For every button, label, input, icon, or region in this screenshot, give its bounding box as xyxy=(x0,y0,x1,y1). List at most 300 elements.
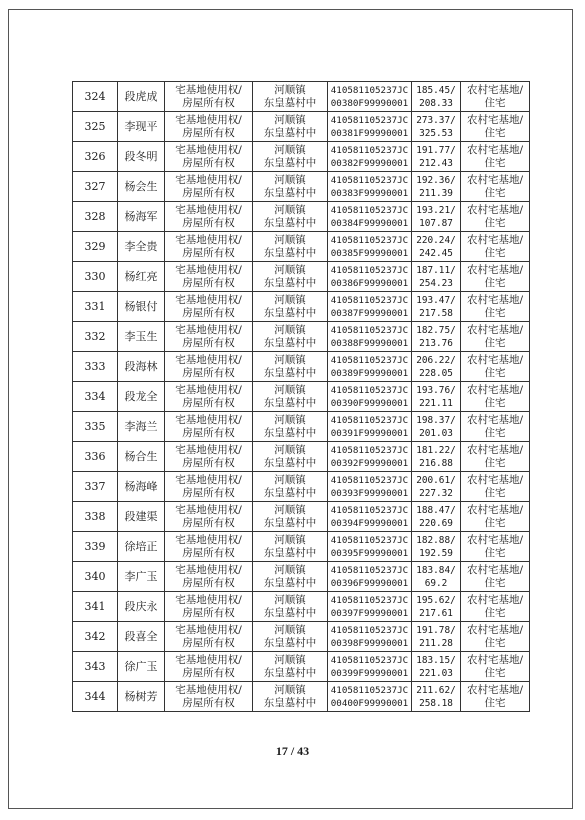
right-type-line: 房屋所有权 xyxy=(182,336,235,349)
right-type-cell xyxy=(165,112,253,142)
row-number-cell: 333 xyxy=(73,352,118,382)
certificate-code-cell xyxy=(328,652,412,682)
right-type-cell xyxy=(165,292,253,322)
certificate-code-line: 410581105237JC xyxy=(330,684,409,696)
certificate-code-cell xyxy=(328,82,412,112)
land-use-cell xyxy=(461,292,530,322)
location-cell xyxy=(253,292,328,322)
certificate-code-cell xyxy=(328,352,412,382)
location-cell xyxy=(253,82,328,112)
table-row xyxy=(73,82,530,112)
area-value-cell xyxy=(412,532,461,562)
land-use-line: 农村宅基地/ xyxy=(466,233,524,246)
location-cell xyxy=(253,652,328,682)
certificate-code-line: 00387F99990001 xyxy=(330,307,409,319)
area-value-line: 183.84/ xyxy=(416,564,456,576)
area-value-line: 198.37/ xyxy=(416,414,456,426)
location-line: 河顺镇 xyxy=(274,623,306,636)
certificate-code-line: 00388F99990001 xyxy=(330,337,409,349)
location-line: 河顺镇 xyxy=(274,263,306,276)
right-type-cell xyxy=(165,382,253,412)
right-type-cell xyxy=(165,352,253,382)
right-type-cell xyxy=(165,172,253,202)
certificate-code-line: 410581105237JC xyxy=(330,234,409,246)
location-line: 东皇墓村中 xyxy=(263,576,317,589)
location-cell xyxy=(253,472,328,502)
owner-name-cell: 杨合生 xyxy=(118,442,165,472)
certificate-code-line: 410581105237JC xyxy=(330,624,409,636)
location-line: 河顺镇 xyxy=(274,173,306,186)
certificate-code-line: 00399F99990001 xyxy=(330,667,409,679)
right-type-line: 房屋所有权 xyxy=(182,126,235,139)
area-value-cell xyxy=(412,622,461,652)
land-use-line: 住宅 xyxy=(484,96,506,109)
area-value-line: 188.47/ xyxy=(416,504,456,516)
certificate-code-line: 00390F99990001 xyxy=(330,397,409,409)
area-value-line: 195.62/ xyxy=(416,594,456,606)
land-use-cell xyxy=(461,592,530,622)
location-line: 河顺镇 xyxy=(274,443,306,456)
land-use-cell xyxy=(461,442,530,472)
area-value-line: 221.11 xyxy=(419,397,453,409)
location-line: 河顺镇 xyxy=(274,473,306,486)
area-value-line: 228.05 xyxy=(419,367,453,379)
location-line: 东皇墓村中 xyxy=(263,96,317,109)
certificate-code-cell xyxy=(328,172,412,202)
area-value-line: 192.59 xyxy=(419,547,453,559)
certificate-code-cell xyxy=(328,232,412,262)
right-type-line: 宅基地使用权/ xyxy=(175,203,242,216)
area-value-line: 185.45/ xyxy=(416,84,456,96)
area-value-line: 217.58 xyxy=(419,307,453,319)
land-use-line: 农村宅基地/ xyxy=(466,443,524,456)
area-value-line: 325.53 xyxy=(419,127,453,139)
right-type-cell xyxy=(165,142,253,172)
area-value-line: 191.77/ xyxy=(416,144,456,156)
land-use-cell xyxy=(461,82,530,112)
area-value-cell xyxy=(412,232,461,262)
area-value-line: 201.03 xyxy=(419,427,453,439)
land-use-line: 住宅 xyxy=(484,546,506,559)
certificate-code-line: 00393F99990001 xyxy=(330,487,409,499)
location-line: 东皇墓村中 xyxy=(263,546,317,559)
land-use-cell xyxy=(461,202,530,232)
row-number-cell: 332 xyxy=(73,322,118,352)
right-type-cell xyxy=(165,592,253,622)
location-line: 河顺镇 xyxy=(274,653,306,666)
right-type-line: 宅基地使用权/ xyxy=(175,323,242,336)
area-value-line: 69.2 xyxy=(424,577,448,589)
right-type-line: 房屋所有权 xyxy=(182,186,235,199)
land-use-line: 住宅 xyxy=(484,516,506,529)
right-type-cell xyxy=(165,652,253,682)
owner-name-cell: 徐广玉 xyxy=(118,652,165,682)
location-line: 河顺镇 xyxy=(274,353,306,366)
location-cell xyxy=(253,562,328,592)
certificate-code-cell xyxy=(328,412,412,442)
row-number-cell: 324 xyxy=(73,82,118,112)
right-type-line: 房屋所有权 xyxy=(182,456,235,469)
right-type-line: 房屋所有权 xyxy=(182,486,235,499)
location-cell xyxy=(253,322,328,352)
location-line: 河顺镇 xyxy=(274,113,306,126)
land-use-line: 住宅 xyxy=(484,156,506,169)
right-type-line: 宅基地使用权/ xyxy=(175,473,242,486)
area-value-cell xyxy=(412,412,461,442)
table-row xyxy=(73,562,530,592)
land-use-line: 农村宅基地/ xyxy=(466,653,524,666)
area-value-cell xyxy=(412,322,461,352)
land-use-cell xyxy=(461,352,530,382)
certificate-code-line: 410581105237JC xyxy=(330,444,409,456)
location-cell xyxy=(253,382,328,412)
certificate-code-line: 00396F99990001 xyxy=(330,577,409,589)
certificate-code-cell xyxy=(328,202,412,232)
area-value-line: 181.22/ xyxy=(416,444,456,456)
location-cell xyxy=(253,532,328,562)
certificate-code-cell xyxy=(328,142,412,172)
right-type-cell xyxy=(165,622,253,652)
right-type-cell xyxy=(165,232,253,262)
certificate-code-line: 00382F99990001 xyxy=(330,157,409,169)
location-cell xyxy=(253,142,328,172)
certificate-code-line: 410581105237JC xyxy=(330,654,409,666)
location-line: 东皇墓村中 xyxy=(263,396,317,409)
right-type-line: 宅基地使用权/ xyxy=(175,233,242,246)
right-type-cell xyxy=(165,502,253,532)
owner-name-cell: 杨红亮 xyxy=(118,262,165,292)
location-line: 东皇墓村中 xyxy=(263,426,317,439)
certificate-code-line: 410581105237JC xyxy=(330,384,409,396)
land-use-cell xyxy=(461,682,530,712)
land-use-line: 住宅 xyxy=(484,396,506,409)
certificate-code-line: 410581105237JC xyxy=(330,564,409,576)
right-type-line: 房屋所有权 xyxy=(182,96,235,109)
certificate-code-line: 00400F99990001 xyxy=(330,697,409,709)
area-value-line: 221.03 xyxy=(419,667,453,679)
location-line: 东皇墓村中 xyxy=(263,336,317,349)
right-type-line: 宅基地使用权/ xyxy=(175,683,242,696)
area-value-line: 206.22/ xyxy=(416,354,456,366)
property-register-table xyxy=(72,81,530,712)
area-value-line: 213.76 xyxy=(419,337,453,349)
land-use-line: 农村宅基地/ xyxy=(466,263,524,276)
area-value-line: 242.45 xyxy=(419,247,453,259)
location-line: 河顺镇 xyxy=(274,293,306,306)
owner-name-cell: 段龙全 xyxy=(118,382,165,412)
certificate-code-line: 410581105237JC xyxy=(330,204,409,216)
location-line: 东皇墓村中 xyxy=(263,666,317,679)
certificate-code-cell xyxy=(328,472,412,502)
owner-name-cell: 段庆永 xyxy=(118,592,165,622)
area-value-cell xyxy=(412,502,461,532)
certificate-code-line: 00386F99990001 xyxy=(330,277,409,289)
owner-name-cell: 段海林 xyxy=(118,352,165,382)
land-use-line: 农村宅基地/ xyxy=(466,323,524,336)
location-line: 东皇墓村中 xyxy=(263,126,317,139)
land-use-line: 农村宅基地/ xyxy=(466,593,524,606)
right-type-line: 宅基地使用权/ xyxy=(175,83,242,96)
certificate-code-line: 410581105237JC xyxy=(330,594,409,606)
right-type-cell xyxy=(165,262,253,292)
land-use-cell xyxy=(461,172,530,202)
row-number-cell: 326 xyxy=(73,142,118,172)
right-type-line: 房屋所有权 xyxy=(182,666,235,679)
certificate-code-line: 410581105237JC xyxy=(330,504,409,516)
area-value-cell xyxy=(412,442,461,472)
location-line: 河顺镇 xyxy=(274,683,306,696)
row-number-cell: 328 xyxy=(73,202,118,232)
table-row xyxy=(73,652,530,682)
certificate-code-line: 410581105237JC xyxy=(330,414,409,426)
certificate-code-line: 00398F99990001 xyxy=(330,637,409,649)
location-line: 河顺镇 xyxy=(274,143,306,156)
owner-name-cell: 段喜全 xyxy=(118,622,165,652)
right-type-cell xyxy=(165,472,253,502)
land-use-line: 住宅 xyxy=(484,576,506,589)
certificate-code-line: 410581105237JC xyxy=(330,174,409,186)
right-type-line: 宅基地使用权/ xyxy=(175,353,242,366)
certificate-code-line: 00385F99990001 xyxy=(330,247,409,259)
location-cell xyxy=(253,202,328,232)
table-body xyxy=(73,82,530,712)
owner-name-cell: 李全贵 xyxy=(118,232,165,262)
table-row xyxy=(73,472,530,502)
table-row xyxy=(73,202,530,232)
land-use-line: 农村宅基地/ xyxy=(466,533,524,546)
location-cell xyxy=(253,592,328,622)
right-type-line: 房屋所有权 xyxy=(182,246,235,259)
certificate-code-line: 410581105237JC xyxy=(330,294,409,306)
area-value-cell xyxy=(412,472,461,502)
right-type-line: 房屋所有权 xyxy=(182,696,235,709)
right-type-line: 宅基地使用权/ xyxy=(175,383,242,396)
land-use-cell xyxy=(461,322,530,352)
location-line: 河顺镇 xyxy=(274,593,306,606)
area-value-line: 258.18 xyxy=(419,697,453,709)
location-line: 河顺镇 xyxy=(274,533,306,546)
owner-name-cell: 段虎成 xyxy=(118,82,165,112)
area-value-cell xyxy=(412,142,461,172)
certificate-code-line: 00389F99990001 xyxy=(330,367,409,379)
location-line: 东皇墓村中 xyxy=(263,246,317,259)
area-value-cell xyxy=(412,112,461,142)
right-type-line: 宅基地使用权/ xyxy=(175,533,242,546)
area-value-cell xyxy=(412,352,461,382)
certificate-code-line: 410581105237JC xyxy=(330,264,409,276)
location-line: 东皇墓村中 xyxy=(263,456,317,469)
row-number-cell: 338 xyxy=(73,502,118,532)
location-line: 东皇墓村中 xyxy=(263,216,317,229)
area-value-line: 200.61/ xyxy=(416,474,456,486)
land-use-cell xyxy=(461,502,530,532)
row-number-cell: 336 xyxy=(73,442,118,472)
right-type-line: 宅基地使用权/ xyxy=(175,503,242,516)
certificate-code-line: 00392F99990001 xyxy=(330,457,409,469)
land-use-line: 住宅 xyxy=(484,336,506,349)
location-cell xyxy=(253,442,328,472)
certificate-code-line: 00381F99990001 xyxy=(330,127,409,139)
certificate-code-line: 00397F99990001 xyxy=(330,607,409,619)
location-line: 河顺镇 xyxy=(274,383,306,396)
land-use-cell xyxy=(461,412,530,442)
location-line: 河顺镇 xyxy=(274,233,306,246)
location-cell xyxy=(253,412,328,442)
table-row xyxy=(73,142,530,172)
land-use-line: 住宅 xyxy=(484,606,506,619)
table-row xyxy=(73,532,530,562)
right-type-cell xyxy=(165,322,253,352)
right-type-line: 宅基地使用权/ xyxy=(175,293,242,306)
land-use-cell xyxy=(461,562,530,592)
location-cell xyxy=(253,112,328,142)
right-type-line: 宅基地使用权/ xyxy=(175,173,242,186)
right-type-line: 宅基地使用权/ xyxy=(175,413,242,426)
row-number-cell: 343 xyxy=(73,652,118,682)
owner-name-cell: 李玉生 xyxy=(118,322,165,352)
right-type-cell xyxy=(165,202,253,232)
area-value-cell xyxy=(412,382,461,412)
certificate-code-cell xyxy=(328,592,412,622)
location-line: 河顺镇 xyxy=(274,503,306,516)
right-type-cell xyxy=(165,532,253,562)
land-use-cell xyxy=(461,652,530,682)
land-use-cell xyxy=(461,262,530,292)
land-use-line: 农村宅基地/ xyxy=(466,413,524,426)
table-row xyxy=(73,352,530,382)
location-line: 东皇墓村中 xyxy=(263,606,317,619)
land-use-line: 住宅 xyxy=(484,306,506,319)
area-value-cell xyxy=(412,172,461,202)
certificate-code-cell xyxy=(328,682,412,712)
location-cell xyxy=(253,262,328,292)
land-use-line: 农村宅基地/ xyxy=(466,293,524,306)
land-use-line: 住宅 xyxy=(484,426,506,439)
certificate-code-line: 410581105237JC xyxy=(330,84,409,96)
area-value-line: 191.78/ xyxy=(416,624,456,636)
table-row xyxy=(73,322,530,352)
certificate-code-cell xyxy=(328,622,412,652)
owner-name-cell: 杨树芳 xyxy=(118,682,165,712)
land-use-line: 住宅 xyxy=(484,186,506,199)
right-type-line: 宅基地使用权/ xyxy=(175,653,242,666)
right-type-line: 宅基地使用权/ xyxy=(175,263,242,276)
right-type-line: 房屋所有权 xyxy=(182,216,235,229)
certificate-code-line: 410581105237JC xyxy=(330,144,409,156)
owner-name-cell: 杨海峰 xyxy=(118,472,165,502)
area-value-cell xyxy=(412,562,461,592)
certificate-code-cell xyxy=(328,382,412,412)
certificate-code-line: 410581105237JC xyxy=(330,354,409,366)
row-number-cell: 331 xyxy=(73,292,118,322)
right-type-line: 宅基地使用权/ xyxy=(175,143,242,156)
location-line: 东皇墓村中 xyxy=(263,696,317,709)
certificate-code-cell xyxy=(328,532,412,562)
table-row xyxy=(73,262,530,292)
land-use-line: 农村宅基地/ xyxy=(466,203,524,216)
area-value-line: 211.62/ xyxy=(416,684,456,696)
land-use-line: 住宅 xyxy=(484,246,506,259)
land-use-cell xyxy=(461,232,530,262)
row-number-cell: 340 xyxy=(73,562,118,592)
table-row xyxy=(73,682,530,712)
location-line: 河顺镇 xyxy=(274,563,306,576)
table-row xyxy=(73,442,530,472)
land-use-line: 住宅 xyxy=(484,486,506,499)
certificate-code-line: 410581105237JC xyxy=(330,324,409,336)
right-type-line: 房屋所有权 xyxy=(182,546,235,559)
location-line: 东皇墓村中 xyxy=(263,516,317,529)
row-number-cell: 330 xyxy=(73,262,118,292)
land-use-cell xyxy=(461,472,530,502)
owner-name-cell: 徐培正 xyxy=(118,532,165,562)
right-type-line: 房屋所有权 xyxy=(182,576,235,589)
right-type-line: 房屋所有权 xyxy=(182,156,235,169)
table-row xyxy=(73,622,530,652)
land-use-line: 农村宅基地/ xyxy=(466,563,524,576)
certificate-code-line: 410581105237JC xyxy=(330,534,409,546)
location-line: 东皇墓村中 xyxy=(263,366,317,379)
area-value-cell xyxy=(412,82,461,112)
right-type-line: 房屋所有权 xyxy=(182,516,235,529)
row-number-cell: 344 xyxy=(73,682,118,712)
location-line: 东皇墓村中 xyxy=(263,156,317,169)
land-use-cell xyxy=(461,142,530,172)
location-line: 河顺镇 xyxy=(274,83,306,96)
owner-name-cell: 杨会生 xyxy=(118,172,165,202)
area-value-line: 227.32 xyxy=(419,487,453,499)
land-use-line: 住宅 xyxy=(484,216,506,229)
area-value-line: 193.47/ xyxy=(416,294,456,306)
certificate-code-line: 410581105237JC xyxy=(330,114,409,126)
certificate-code-line: 00383F99990001 xyxy=(330,187,409,199)
certificate-code-line: 00394F99990001 xyxy=(330,517,409,529)
certificate-code-cell xyxy=(328,502,412,532)
table-row xyxy=(73,232,530,262)
right-type-line: 宅基地使用权/ xyxy=(175,113,242,126)
right-type-line: 宅基地使用权/ xyxy=(175,563,242,576)
certificate-code-cell xyxy=(328,562,412,592)
right-type-cell xyxy=(165,562,253,592)
right-type-line: 宅基地使用权/ xyxy=(175,623,242,636)
row-number-cell: 329 xyxy=(73,232,118,262)
area-value-line: 192.36/ xyxy=(416,174,456,186)
table-row xyxy=(73,592,530,622)
owner-name-cell: 段冬明 xyxy=(118,142,165,172)
area-value-cell xyxy=(412,592,461,622)
land-use-line: 农村宅基地/ xyxy=(466,143,524,156)
land-use-line: 住宅 xyxy=(484,366,506,379)
table-row xyxy=(73,502,530,532)
row-number-cell: 334 xyxy=(73,382,118,412)
right-type-line: 房屋所有权 xyxy=(182,366,235,379)
land-use-cell xyxy=(461,532,530,562)
right-type-line: 房屋所有权 xyxy=(182,276,235,289)
location-cell xyxy=(253,352,328,382)
right-type-line: 房屋所有权 xyxy=(182,606,235,619)
land-use-line: 住宅 xyxy=(484,276,506,289)
location-line: 东皇墓村中 xyxy=(263,276,317,289)
land-use-line: 住宅 xyxy=(484,126,506,139)
area-value-line: 211.28 xyxy=(419,637,453,649)
location-line: 河顺镇 xyxy=(274,413,306,426)
right-type-line: 房屋所有权 xyxy=(182,426,235,439)
location-cell xyxy=(253,502,328,532)
area-value-line: 220.24/ xyxy=(416,234,456,246)
area-value-line: 208.33 xyxy=(419,97,453,109)
table-row xyxy=(73,112,530,142)
land-use-line: 农村宅基地/ xyxy=(466,623,524,636)
